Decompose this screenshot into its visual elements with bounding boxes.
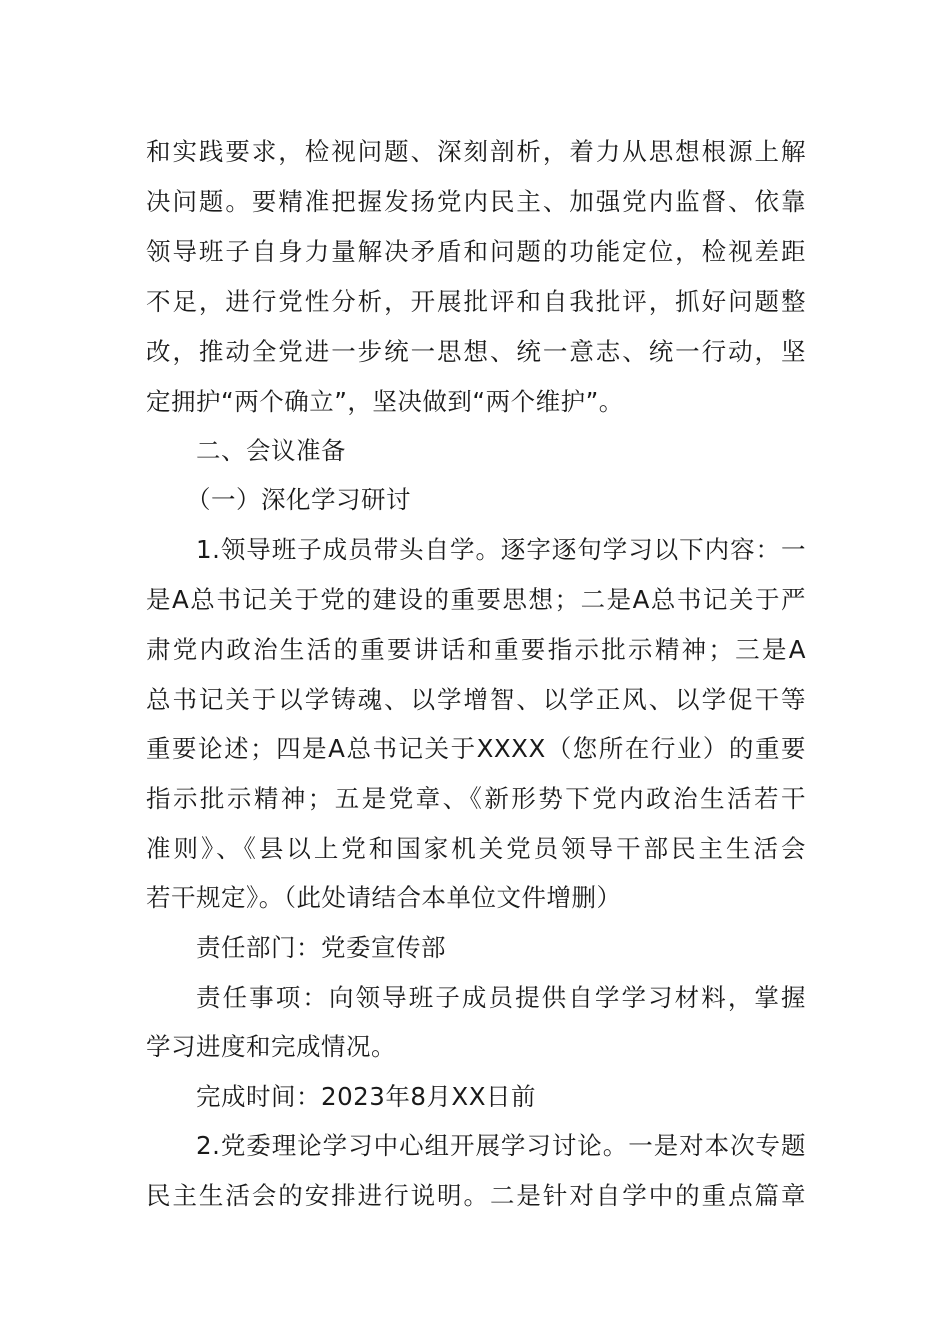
completion-time: 完成时间：2023年8月XX日前 — [196, 1082, 537, 1111]
body-text-line: 是A总书记关于党的建设的重要思想；二是A总书记关于严 — [146, 585, 806, 614]
body-text-line: 学习进度和完成情况。 — [146, 1032, 396, 1061]
body-text-line: 准则》、《县以上党和国家机关党员领导干部民主生活会 — [146, 834, 806, 863]
body-text-line: 定拥护“两个确立”，坚决做到“两个维护”。 — [146, 387, 624, 416]
body-text-line: 决问题。要精准把握发扬党内民主、加强党内监督、依靠 — [146, 187, 806, 216]
section-heading: 二、会议准备 — [196, 436, 346, 465]
body-text-line: 总书记关于以学铸魂、以学增智、以学正风、以学促干等 — [146, 685, 806, 714]
body-text-line: 2.党委理论学习中心组开展学习讨论。一是对本次专题 — [196, 1131, 806, 1160]
body-text-line: 改，推动全党进一步统一思想、统一意志、统一行动，坚 — [146, 337, 806, 366]
body-text-line: 指示批示精神；五是党章、《新形势下党内政治生活若干 — [146, 784, 806, 813]
body-text-line: 若干规定》。（此处请结合本单位文件增删） — [146, 883, 622, 912]
responsible-matters: 责任事项：向领导班子成员提供自学学习材料，掌握 — [196, 983, 806, 1012]
body-text-line: 重要论述；四是A总书记关于XXXX（您所在行业）的重要 — [146, 734, 806, 763]
body-text-line: 和实践要求，检视问题、深刻剖析，着力从思想根源上解 — [146, 137, 806, 166]
subsection-heading: （一）深化学习研讨 — [186, 485, 411, 514]
body-text-line: 1.领导班子成员带头自学。逐字逐句学习以下内容：一 — [196, 535, 806, 564]
responsible-department: 责任部门：党委宣传部 — [196, 933, 446, 962]
body-text-line: 民主生活会的安排进行说明。二是针对自学中的重点篇章 — [146, 1181, 806, 1210]
body-text-line: 不足，进行党性分析，开展批评和自我批评，抓好问题整 — [146, 287, 806, 316]
body-text-line: 领导班子自身力量解决矛盾和问题的功能定位，检视差距 — [146, 237, 806, 266]
body-text-line: 肃党内政治生活的重要讲话和重要指示批示精神；三是A — [146, 635, 806, 664]
